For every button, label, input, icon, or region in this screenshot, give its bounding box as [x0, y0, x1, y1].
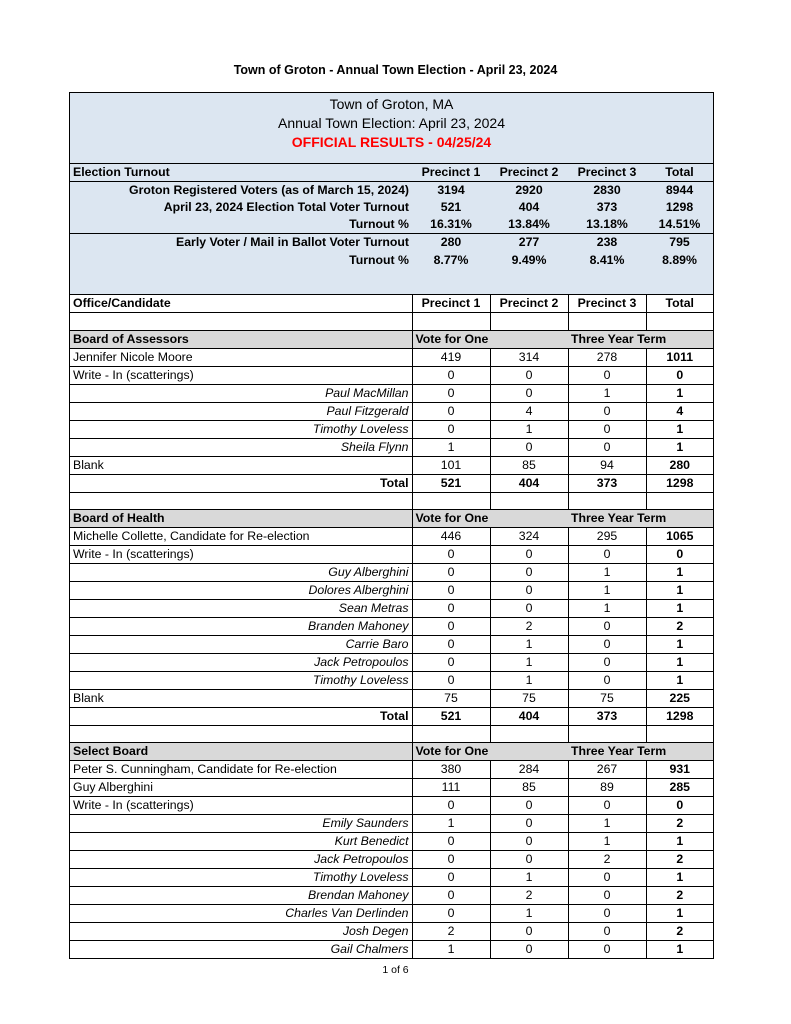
turnout-row-percent: [70, 216, 713, 234]
write-in-row: [70, 582, 713, 600]
precinct-votes: 111: [412, 779, 490, 797]
candidate-name: Josh Degen: [70, 923, 412, 941]
precinct-votes: 1: [412, 438, 490, 456]
candidate-name: Dolores Alberghini: [70, 582, 412, 600]
turnout-label: Early Voter / Mail in Ballot Voter Turnout: [70, 234, 412, 252]
write-in-row: [70, 923, 713, 941]
total-votes: 1: [646, 438, 713, 456]
office-candidate-label: Office/Candidate: [70, 295, 412, 313]
precinct-votes: 75: [490, 690, 568, 708]
write-in-row: [70, 941, 713, 959]
precinct-votes: 0: [490, 815, 568, 833]
precinct-votes: 0: [490, 941, 568, 959]
candidate-name: Michelle Collette, Candidate for Re-election: [70, 528, 412, 546]
precinct-votes: 0: [412, 869, 490, 887]
precinct-votes: 0: [490, 582, 568, 600]
precinct-votes: 0: [412, 564, 490, 582]
turnout-header-row: [70, 164, 713, 182]
precinct-votes: 1: [490, 672, 568, 690]
total-votes: 1: [646, 869, 713, 887]
header-election: Annual Town Election: April 23, 2024: [277, 115, 505, 131]
col-precinct-1: Precinct 1: [412, 295, 490, 313]
total-row: [70, 474, 713, 492]
turnout-value: 2830: [568, 182, 646, 200]
turnout-row-registered: [70, 182, 713, 200]
candidate-name: Carrie Baro: [70, 636, 412, 654]
candidate-name: Jennifer Nicole Moore: [70, 348, 412, 366]
office-name: Select Board: [70, 743, 412, 761]
turnout-value: 280: [412, 234, 490, 252]
precinct-votes: 1: [490, 636, 568, 654]
turnout-value: 9.49%: [490, 251, 568, 268]
candidate-row: [70, 546, 713, 564]
col-total: Total: [646, 295, 713, 313]
turnout-row-early-voter: [70, 234, 713, 252]
total-votes: 1: [646, 654, 713, 672]
candidate-name: Blank: [70, 690, 412, 708]
turnout-value: 13.84%: [490, 216, 568, 234]
candidate-name: Sean Metras: [70, 600, 412, 618]
vote-for-label: Vote for One: [412, 510, 568, 528]
precinct-votes: 284: [490, 761, 568, 779]
precinct-votes: 1: [568, 384, 646, 402]
precinct-votes: 521: [412, 474, 490, 492]
total-votes: 1: [646, 672, 713, 690]
write-in-row: [70, 672, 713, 690]
precinct-votes: 0: [490, 366, 568, 384]
term-label: Three Year Term: [568, 510, 713, 528]
candidate-name: Paul MacMillan: [70, 384, 412, 402]
precinct-votes: 0: [412, 636, 490, 654]
precinct-votes: 0: [412, 420, 490, 438]
turnout-value: 404: [490, 199, 568, 216]
total-votes: 1: [646, 833, 713, 851]
candidate-name: Guy Alberghini: [70, 564, 412, 582]
page-title: Town of Groton - Annual Town Election - April 23, 2024: [233, 63, 558, 77]
turnout-value: 795: [646, 234, 713, 252]
candidate-name: Charles Van Derlinden: [70, 905, 412, 923]
header-official-results: OFFICIAL RESULTS - 04/25/24: [291, 134, 492, 150]
write-in-row: [70, 438, 713, 456]
col-precinct-1: Precinct 1: [412, 164, 490, 182]
turnout-value: 2920: [490, 182, 568, 200]
precinct-votes: 85: [490, 779, 568, 797]
precinct-votes: 0: [490, 797, 568, 815]
turnout-value: 8.77%: [412, 251, 490, 268]
precinct-votes: 0: [412, 672, 490, 690]
col-precinct-3: Precinct 3: [568, 164, 646, 182]
precinct-votes: 0: [412, 797, 490, 815]
office-header-row: [70, 743, 713, 761]
precinct-votes: 89: [568, 779, 646, 797]
precinct-votes: 1: [568, 564, 646, 582]
candidate-name: Write - In (scatterings): [70, 546, 412, 564]
turnout-value: 13.18%: [568, 216, 646, 234]
office-header-row: [70, 510, 713, 528]
total-votes: 1298: [646, 474, 713, 492]
candidate-name: Paul Fitzgerald: [70, 402, 412, 420]
write-in-row: [70, 851, 713, 869]
precinct-votes: 101: [412, 456, 490, 474]
precinct-votes: 373: [568, 708, 646, 726]
precinct-votes: 278: [568, 348, 646, 366]
total-votes: 1065: [646, 528, 713, 546]
candidate-name: Jack Petropoulos: [70, 654, 412, 672]
precinct-votes: 1: [412, 941, 490, 959]
precinct-votes: 0: [568, 887, 646, 905]
total-votes: 1: [646, 582, 713, 600]
write-in-row: [70, 654, 713, 672]
candidate-name: Emily Saunders: [70, 815, 412, 833]
precinct-votes: 324: [490, 528, 568, 546]
office-header-row: [70, 330, 713, 348]
vote-for-label: Vote for One: [412, 330, 568, 348]
precinct-votes: 0: [568, 672, 646, 690]
candidate-name: Brendan Mahoney: [70, 887, 412, 905]
total-votes: 1011: [646, 348, 713, 366]
precinct-votes: 0: [490, 600, 568, 618]
precinct-votes: 2: [490, 887, 568, 905]
turnout-row-early-percent: [70, 251, 713, 268]
precinct-votes: 0: [412, 546, 490, 564]
total-votes: 2: [646, 923, 713, 941]
results-table: [70, 295, 713, 958]
precinct-votes: 75: [412, 690, 490, 708]
spacer-row: [70, 313, 713, 330]
precinct-votes: 0: [412, 384, 490, 402]
write-in-row: [70, 564, 713, 582]
precinct-votes: 404: [490, 708, 568, 726]
spacer-row: [70, 726, 713, 743]
precinct-votes: 75: [568, 690, 646, 708]
col-precinct-3: Precinct 3: [568, 295, 646, 313]
total-votes: 2: [646, 851, 713, 869]
total-votes: 0: [646, 546, 713, 564]
precinct-votes: 0: [568, 941, 646, 959]
total-votes: 2: [646, 618, 713, 636]
total-votes: 280: [646, 456, 713, 474]
precinct-votes: 1: [568, 600, 646, 618]
candidate-row: [70, 348, 713, 366]
precinct-votes: 380: [412, 761, 490, 779]
write-in-row: [70, 402, 713, 420]
candidate-row: [70, 528, 713, 546]
precinct-votes: 0: [490, 564, 568, 582]
candidate-name: Guy Alberghini: [70, 779, 412, 797]
turnout-value: 238: [568, 234, 646, 252]
precinct-votes: 1: [490, 905, 568, 923]
total-votes: 285: [646, 779, 713, 797]
candidate-row: [70, 456, 713, 474]
candidate-name: Timothy Loveless: [70, 869, 412, 887]
candidate-name: Timothy Loveless: [70, 672, 412, 690]
write-in-row: [70, 384, 713, 402]
header-town: Town of Groton, MA: [329, 96, 454, 112]
turnout-value: 8944: [646, 182, 713, 200]
precinct-votes: 0: [412, 654, 490, 672]
write-in-row: [70, 833, 713, 851]
precinct-votes: 267: [568, 761, 646, 779]
precinct-votes: 0: [568, 654, 646, 672]
precinct-votes: 0: [412, 618, 490, 636]
turnout-value: 1298: [646, 199, 713, 216]
precinct-votes: 0: [490, 851, 568, 869]
precinct-votes: 0: [568, 546, 646, 564]
precinct-votes: 85: [490, 456, 568, 474]
precinct-votes: 0: [568, 420, 646, 438]
precinct-votes: 0: [412, 600, 490, 618]
results-header-row: [70, 295, 713, 313]
page-number: 1 of 6: [382, 964, 409, 976]
candidate-name: Write - In (scatterings): [70, 366, 412, 384]
turnout-value: 14.51%: [646, 216, 713, 234]
turnout-label: Turnout %: [70, 251, 412, 268]
precinct-votes: 1: [490, 420, 568, 438]
precinct-votes: 314: [490, 348, 568, 366]
precinct-votes: 94: [568, 456, 646, 474]
precinct-votes: 0: [412, 582, 490, 600]
write-in-row: [70, 420, 713, 438]
candidate-row: [70, 690, 713, 708]
precinct-votes: 0: [412, 887, 490, 905]
precinct-votes: 0: [412, 905, 490, 923]
total-votes: 0: [646, 797, 713, 815]
candidate-name: Total: [70, 474, 412, 492]
precinct-votes: 0: [568, 636, 646, 654]
precinct-votes: 1: [490, 654, 568, 672]
col-total: Total: [646, 164, 713, 182]
total-votes: 1: [646, 384, 713, 402]
candidate-name: Gail Chalmers: [70, 941, 412, 959]
precinct-votes: 1: [568, 815, 646, 833]
total-votes: 1: [646, 905, 713, 923]
write-in-row: [70, 636, 713, 654]
precinct-votes: 0: [568, 923, 646, 941]
candidate-name: Write - In (scatterings): [70, 797, 412, 815]
total-votes: 1: [646, 600, 713, 618]
precinct-votes: 1: [412, 815, 490, 833]
vote-for-label: Vote for One: [412, 743, 568, 761]
total-votes: 1: [646, 564, 713, 582]
turnout-label: Turnout %: [70, 216, 412, 234]
turnout-value: 521: [412, 199, 490, 216]
write-in-row: [70, 869, 713, 887]
write-in-row: [70, 618, 713, 636]
candidate-name: Kurt Benedict: [70, 833, 412, 851]
col-precinct-2: Precinct 2: [490, 164, 568, 182]
precinct-votes: 1: [568, 833, 646, 851]
candidate-name: Branden Mahoney: [70, 618, 412, 636]
candidate-name: Total: [70, 708, 412, 726]
spacer-row: [70, 492, 713, 509]
turnout-value: 277: [490, 234, 568, 252]
precinct-votes: 521: [412, 708, 490, 726]
precinct-votes: 0: [412, 366, 490, 384]
turnout-section-label: Election Turnout: [70, 164, 412, 182]
write-in-row: [70, 905, 713, 923]
term-label: Three Year Term: [568, 743, 713, 761]
total-votes: 1: [646, 636, 713, 654]
precinct-votes: 295: [568, 528, 646, 546]
precinct-votes: 0: [568, 869, 646, 887]
candidate-row: [70, 797, 713, 815]
candidate-row: [70, 761, 713, 779]
turnout-table: [70, 164, 713, 295]
precinct-votes: 0: [490, 923, 568, 941]
precinct-votes: 0: [412, 402, 490, 420]
precinct-votes: 0: [568, 905, 646, 923]
precinct-votes: 1: [490, 869, 568, 887]
precinct-votes: 2: [412, 923, 490, 941]
precinct-votes: 1: [568, 582, 646, 600]
precinct-votes: 0: [412, 833, 490, 851]
total-row: [70, 708, 713, 726]
candidate-name: Peter S. Cunningham, Candidate for Re-election: [70, 761, 412, 779]
total-votes: 1: [676, 942, 684, 957]
turnout-value: 16.31%: [412, 216, 490, 234]
office-name: Board of Assessors: [70, 330, 412, 348]
turnout-value: 8.41%: [568, 251, 646, 268]
precinct-votes: 0: [568, 438, 646, 456]
precinct-votes: 446: [412, 528, 490, 546]
turnout-value: 3194: [412, 182, 490, 200]
total-votes: 1: [646, 420, 713, 438]
term-label: Three Year Term: [568, 330, 713, 348]
candidate-row: [70, 366, 713, 384]
total-votes: 0: [646, 366, 713, 384]
precinct-votes: 0: [568, 402, 646, 420]
precinct-votes: 373: [568, 474, 646, 492]
total-votes: 225: [646, 690, 713, 708]
candidate-name: Jack Petropoulos: [70, 851, 412, 869]
col-precinct-2: Precinct 2: [490, 295, 568, 313]
total-votes: 931: [646, 761, 713, 779]
write-in-row: [70, 887, 713, 905]
precinct-votes: 0: [412, 851, 490, 869]
results-sheet: [69, 92, 714, 959]
candidate-row: [70, 779, 713, 797]
sheet-header: [70, 93, 713, 164]
turnout-label: April 23, 2024 Election Total Voter Turnout: [70, 199, 412, 216]
precinct-votes: 0: [568, 366, 646, 384]
precinct-votes: 0: [568, 618, 646, 636]
precinct-votes: 419: [412, 348, 490, 366]
precinct-votes: 0: [490, 384, 568, 402]
candidate-name: Sheila Flynn: [70, 438, 412, 456]
precinct-votes: 0: [490, 833, 568, 851]
office-name: Board of Health: [70, 510, 412, 528]
total-votes: 4: [646, 402, 713, 420]
precinct-votes: 2: [568, 851, 646, 869]
total-votes: 2: [646, 887, 713, 905]
precinct-votes: 2: [490, 618, 568, 636]
precinct-votes: 0: [490, 438, 568, 456]
write-in-row: [70, 600, 713, 618]
precinct-votes: 0: [568, 797, 646, 815]
candidate-name: Timothy Loveless: [70, 420, 412, 438]
turnout-value: 8.89%: [646, 251, 713, 268]
total-votes: 1298: [646, 708, 713, 726]
total-votes: 2: [646, 815, 713, 833]
turnout-value: 373: [568, 199, 646, 216]
turnout-spacer: [70, 269, 713, 295]
write-in-row: [70, 815, 713, 833]
precinct-votes: 404: [490, 474, 568, 492]
precinct-votes: 0: [490, 546, 568, 564]
precinct-votes: 4: [490, 402, 568, 420]
turnout-row-total-turnout: [70, 199, 713, 216]
turnout-label: Groton Registered Voters (as of March 15, 2024): [70, 182, 412, 200]
candidate-name: Blank: [70, 456, 412, 474]
